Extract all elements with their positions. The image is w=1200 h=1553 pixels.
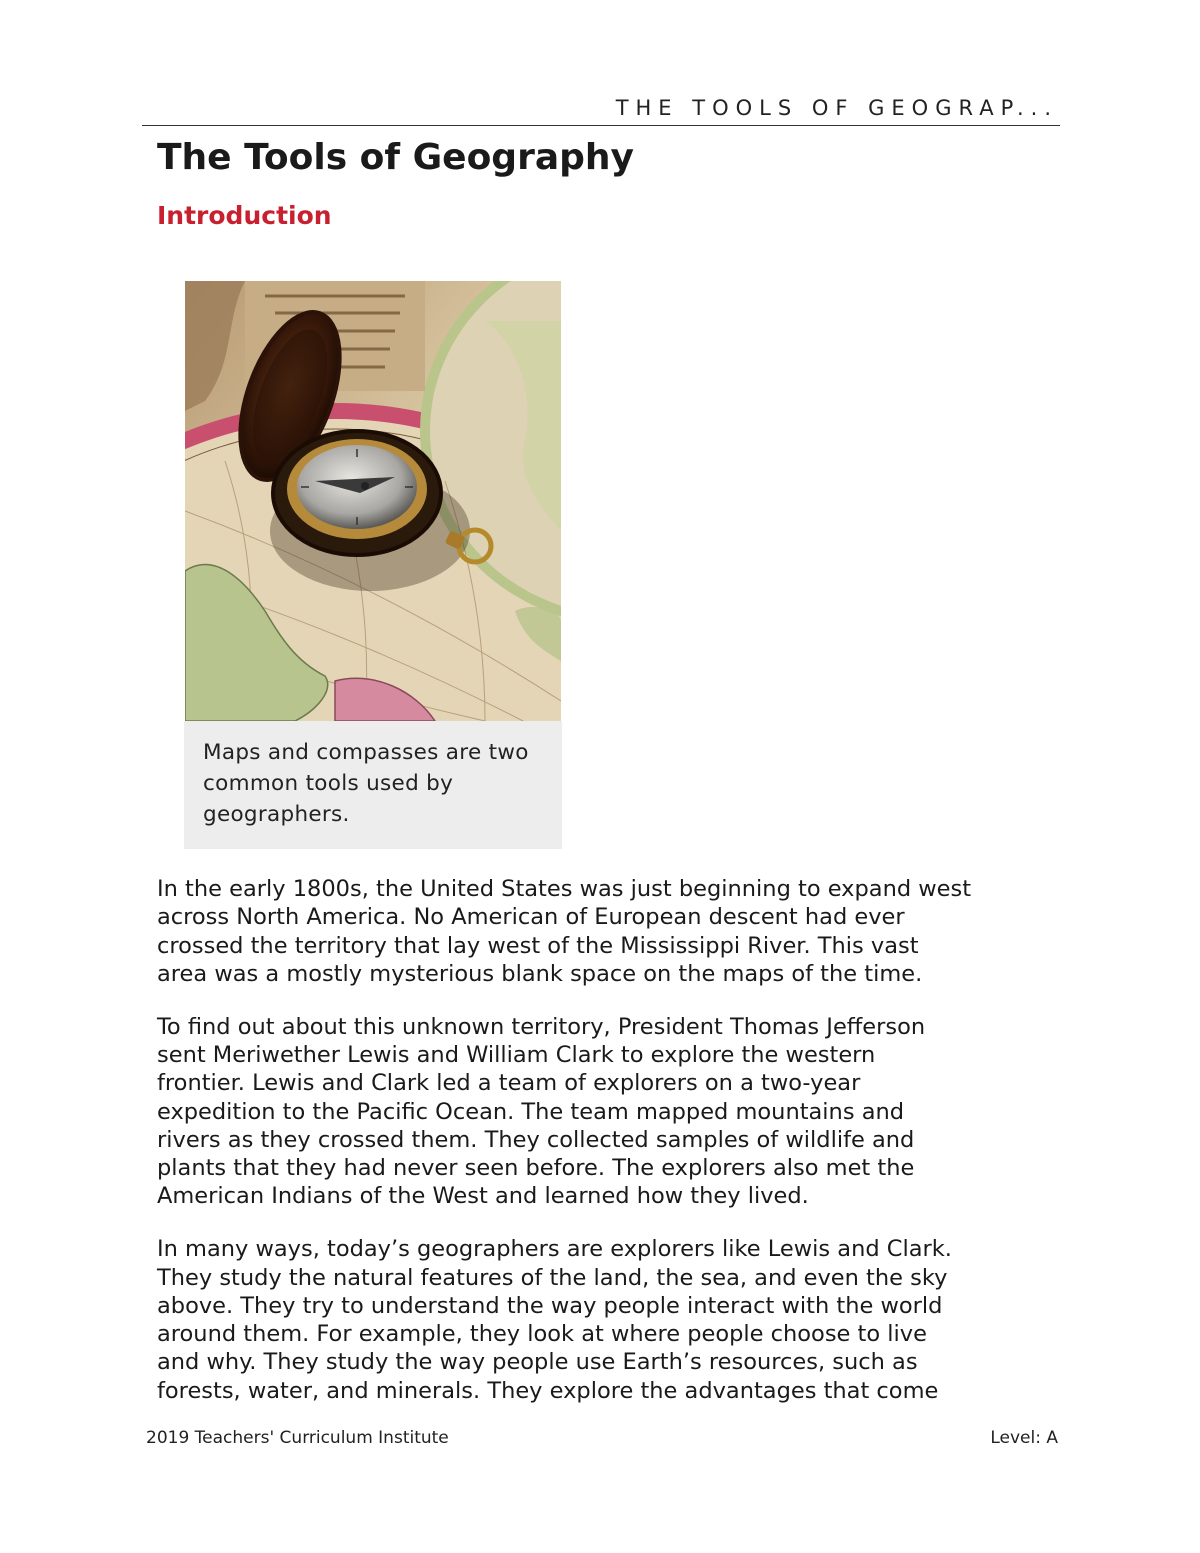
header-divider (142, 125, 1060, 126)
section-heading: Introduction (157, 201, 332, 230)
footer-copyright: 2019 Teachers' Curriculum Institute (146, 1428, 449, 1448)
paragraph-2: To find out about this unknown territory, President Thomas Jefferson sent Meriwether Lewis and William Clark to explore the western frontier. Lewis and Clark led a team of explorers on a two-year expedition to the Pacific Ocean. The team mapped mountains and rivers as they crossed them. They collected samples of wildlife and plants that they had never seen before. The explorers also met the American Indians of the West and learned how they lived. (157, 1013, 926, 1210)
running-header: THE TOOLS OF GEOGRAP... (615, 96, 1058, 120)
footer-level: Level: A (990, 1428, 1058, 1448)
body-text (157, 875, 1057, 1430)
paragraph-3: In many ways, today’s geographers are explorers like Lewis and Clark. They study the natural features of the land, the sea, and even the sky above. They try to understand the way people interact with the world around them. For example, they look at where people choose to live and why. They study the way people use Earth’s resources, such as forests, water, and minerals. They explore the advantages that come (157, 1236, 952, 1404)
caption-box (184, 721, 562, 849)
compass-on-map-photo (185, 281, 561, 721)
paragraph-1: In the early 1800s, the United States was just beginning to expand west across North America. No American of European descent had ever crossed the territory that lay west of the Mississippi River. This vast area was a mostly mysterious blank space on the maps of the time. (157, 876, 972, 987)
figure-caption: Maps and compasses are two common tools used by geographers. (203, 740, 529, 827)
document-title: The Tools of Geography (157, 137, 634, 178)
figure (184, 281, 562, 849)
